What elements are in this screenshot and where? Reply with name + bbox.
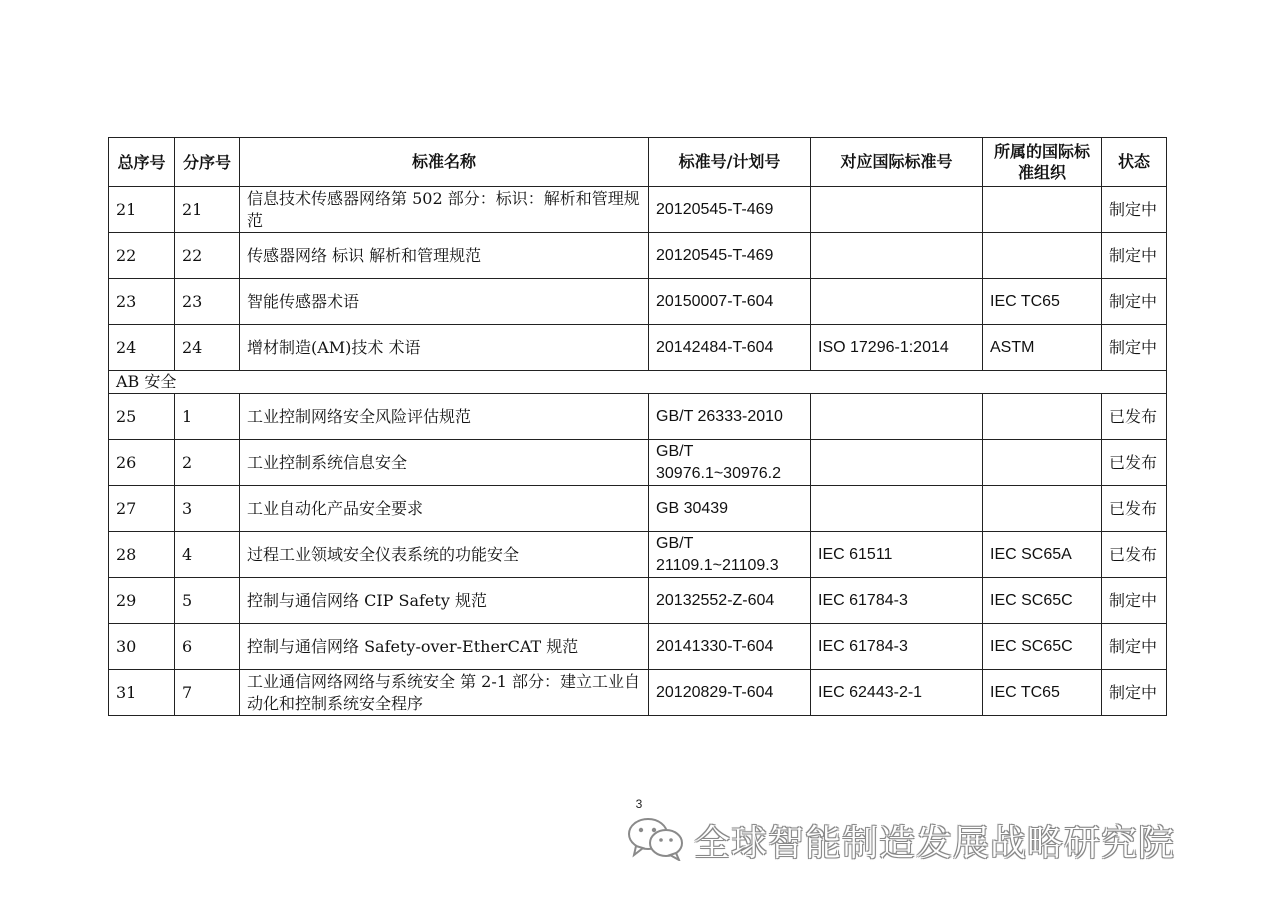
cell-standard-code: GB/T 30976.1~30976.2 bbox=[649, 440, 811, 486]
cell-intl-standard bbox=[811, 486, 983, 532]
table-row bbox=[109, 578, 1167, 624]
header-total-no: 总序号 bbox=[109, 138, 175, 187]
cell-total-no: 31 bbox=[109, 670, 175, 716]
cell-standard-code: GB 30439 bbox=[649, 486, 811, 532]
cell-total-no: 27 bbox=[109, 486, 175, 532]
cell-intl-org bbox=[983, 486, 1102, 532]
header-status: 状态 bbox=[1102, 138, 1167, 187]
cell-standard-name: 工业自动化产品安全要求 bbox=[240, 486, 649, 532]
cell-sub-no: 6 bbox=[175, 624, 240, 670]
cell-standard-code: 20132552-Z-604 bbox=[649, 578, 811, 624]
cell-intl-org bbox=[983, 394, 1102, 440]
cell-intl-standard: IEC 62443-2-1 bbox=[811, 670, 983, 716]
header-name: 标准名称 bbox=[240, 138, 649, 187]
cell-status: 制定中 bbox=[1102, 187, 1167, 233]
cell-sub-no: 2 bbox=[175, 440, 240, 486]
cell-intl-org bbox=[983, 233, 1102, 279]
cell-standard-name: 工业控制网络安全风险评估规范 bbox=[240, 394, 649, 440]
page-number: 3 bbox=[635, 797, 643, 811]
header-sub-no: 分序号 bbox=[175, 138, 240, 187]
table-row bbox=[109, 233, 1167, 279]
cell-status: 制定中 bbox=[1102, 325, 1167, 371]
cell-intl-standard bbox=[811, 279, 983, 325]
cell-standard-name: 控制与通信网络 CIP Safety 规范 bbox=[240, 578, 649, 624]
cell-standard-name: 传感器网络 标识 解析和管理规范 bbox=[240, 233, 649, 279]
cell-intl-org: IEC SC65C bbox=[983, 624, 1102, 670]
cell-intl-standard: IEC 61511 bbox=[811, 532, 983, 578]
cell-sub-no: 21 bbox=[175, 187, 240, 233]
cell-standard-code: GB/T 26333-2010 bbox=[649, 394, 811, 440]
cell-standard-name: 工业控制系统信息安全 bbox=[240, 440, 649, 486]
cell-total-no: 21 bbox=[109, 187, 175, 233]
watermark-text: 全球智能制造发展战略研究院 bbox=[694, 822, 1176, 864]
cell-standard-name: 控制与通信网络 Safety-over-EtherCAT 规范 bbox=[240, 624, 649, 670]
cell-standard-code: 20141330-T-604 bbox=[649, 624, 811, 670]
cell-status: 已发布 bbox=[1102, 486, 1167, 532]
cell-standard-code: 20150007-T-604 bbox=[649, 279, 811, 325]
cell-total-no: 22 bbox=[109, 233, 175, 279]
table-row bbox=[109, 440, 1167, 486]
cell-intl-standard bbox=[811, 440, 983, 486]
cell-standard-name: 工业通信网络网络与系统安全 第 2-1 部分：建立工业自动化和控制系统安全程序 bbox=[240, 670, 649, 716]
cell-sub-no: 3 bbox=[175, 486, 240, 532]
table-row bbox=[109, 394, 1167, 440]
cell-total-no: 23 bbox=[109, 279, 175, 325]
cell-intl-org bbox=[983, 440, 1102, 486]
standards-table bbox=[108, 137, 1167, 716]
cell-sub-no: 23 bbox=[175, 279, 240, 325]
header-intl-org: 所属的国际标准组织 bbox=[983, 138, 1102, 187]
cell-intl-org: IEC SC65C bbox=[983, 578, 1102, 624]
cell-status: 已发布 bbox=[1102, 394, 1167, 440]
header-code: 标准号/计划号 bbox=[649, 138, 811, 187]
cell-status: 制定中 bbox=[1102, 578, 1167, 624]
cell-intl-standard: IEC 61784-3 bbox=[811, 578, 983, 624]
cell-sub-no: 5 bbox=[175, 578, 240, 624]
table-row bbox=[109, 279, 1167, 325]
cell-standard-code: 20120545-T-469 bbox=[649, 187, 811, 233]
table-row bbox=[109, 670, 1167, 716]
table-section bbox=[109, 371, 1167, 394]
cell-intl-org bbox=[983, 187, 1102, 233]
table-row bbox=[109, 325, 1167, 371]
cell-standard-code: 20142484-T-604 bbox=[649, 325, 811, 371]
cell-standard-name: 过程工业领域安全仪表系统的功能安全 bbox=[240, 532, 649, 578]
watermark bbox=[626, 816, 1175, 864]
section-row bbox=[109, 371, 1167, 394]
cell-status: 制定中 bbox=[1102, 624, 1167, 670]
cell-total-no: 24 bbox=[109, 325, 175, 371]
cell-total-no: 28 bbox=[109, 532, 175, 578]
cell-total-no: 30 bbox=[109, 624, 175, 670]
cell-sub-no: 4 bbox=[175, 532, 240, 578]
cell-standard-code: 20120829-T-604 bbox=[649, 670, 811, 716]
table-row bbox=[109, 624, 1167, 670]
cell-intl-standard bbox=[811, 394, 983, 440]
section-title: AB 安全 bbox=[109, 371, 1167, 394]
cell-total-no: 29 bbox=[109, 578, 175, 624]
cell-standard-code: GB/T 21109.1~21109.3 bbox=[649, 532, 811, 578]
cell-sub-no: 1 bbox=[175, 394, 240, 440]
table-row bbox=[109, 187, 1167, 233]
cell-standard-name: 信息技术传感器网络第 502 部分：标识：解析和管理规范 bbox=[240, 187, 649, 233]
cell-status: 已发布 bbox=[1102, 440, 1167, 486]
cell-status: 制定中 bbox=[1102, 233, 1167, 279]
cell-intl-org: IEC TC65 bbox=[983, 670, 1102, 716]
table-row bbox=[109, 532, 1167, 578]
cell-sub-no: 24 bbox=[175, 325, 240, 371]
cell-status: 已发布 bbox=[1102, 532, 1167, 578]
cell-intl-standard bbox=[811, 187, 983, 233]
table-body-bottom bbox=[109, 394, 1167, 716]
cell-sub-no: 7 bbox=[175, 670, 240, 716]
cell-intl-org: IEC SC65A bbox=[983, 532, 1102, 578]
cell-total-no: 26 bbox=[109, 440, 175, 486]
cell-standard-name: 智能传感器术语 bbox=[240, 279, 649, 325]
cell-intl-org: IEC TC65 bbox=[983, 279, 1102, 325]
table-header-row bbox=[109, 138, 1167, 187]
cell-intl-standard: ISO 17296-1:2014 bbox=[811, 325, 983, 371]
cell-standard-code: 20120545-T-469 bbox=[649, 233, 811, 279]
cell-status: 制定中 bbox=[1102, 279, 1167, 325]
cell-sub-no: 22 bbox=[175, 233, 240, 279]
wechat-icon bbox=[626, 815, 686, 865]
table-body-top bbox=[109, 187, 1167, 371]
cell-standard-name: 增材制造(AM)技术 术语 bbox=[240, 325, 649, 371]
cell-intl-standard: IEC 61784-3 bbox=[811, 624, 983, 670]
cell-status: 制定中 bbox=[1102, 670, 1167, 716]
table-row bbox=[109, 486, 1167, 532]
cell-intl-org: ASTM bbox=[983, 325, 1102, 371]
cell-total-no: 25 bbox=[109, 394, 175, 440]
header-intl-std: 对应国际标准号 bbox=[811, 138, 983, 187]
cell-intl-standard bbox=[811, 233, 983, 279]
